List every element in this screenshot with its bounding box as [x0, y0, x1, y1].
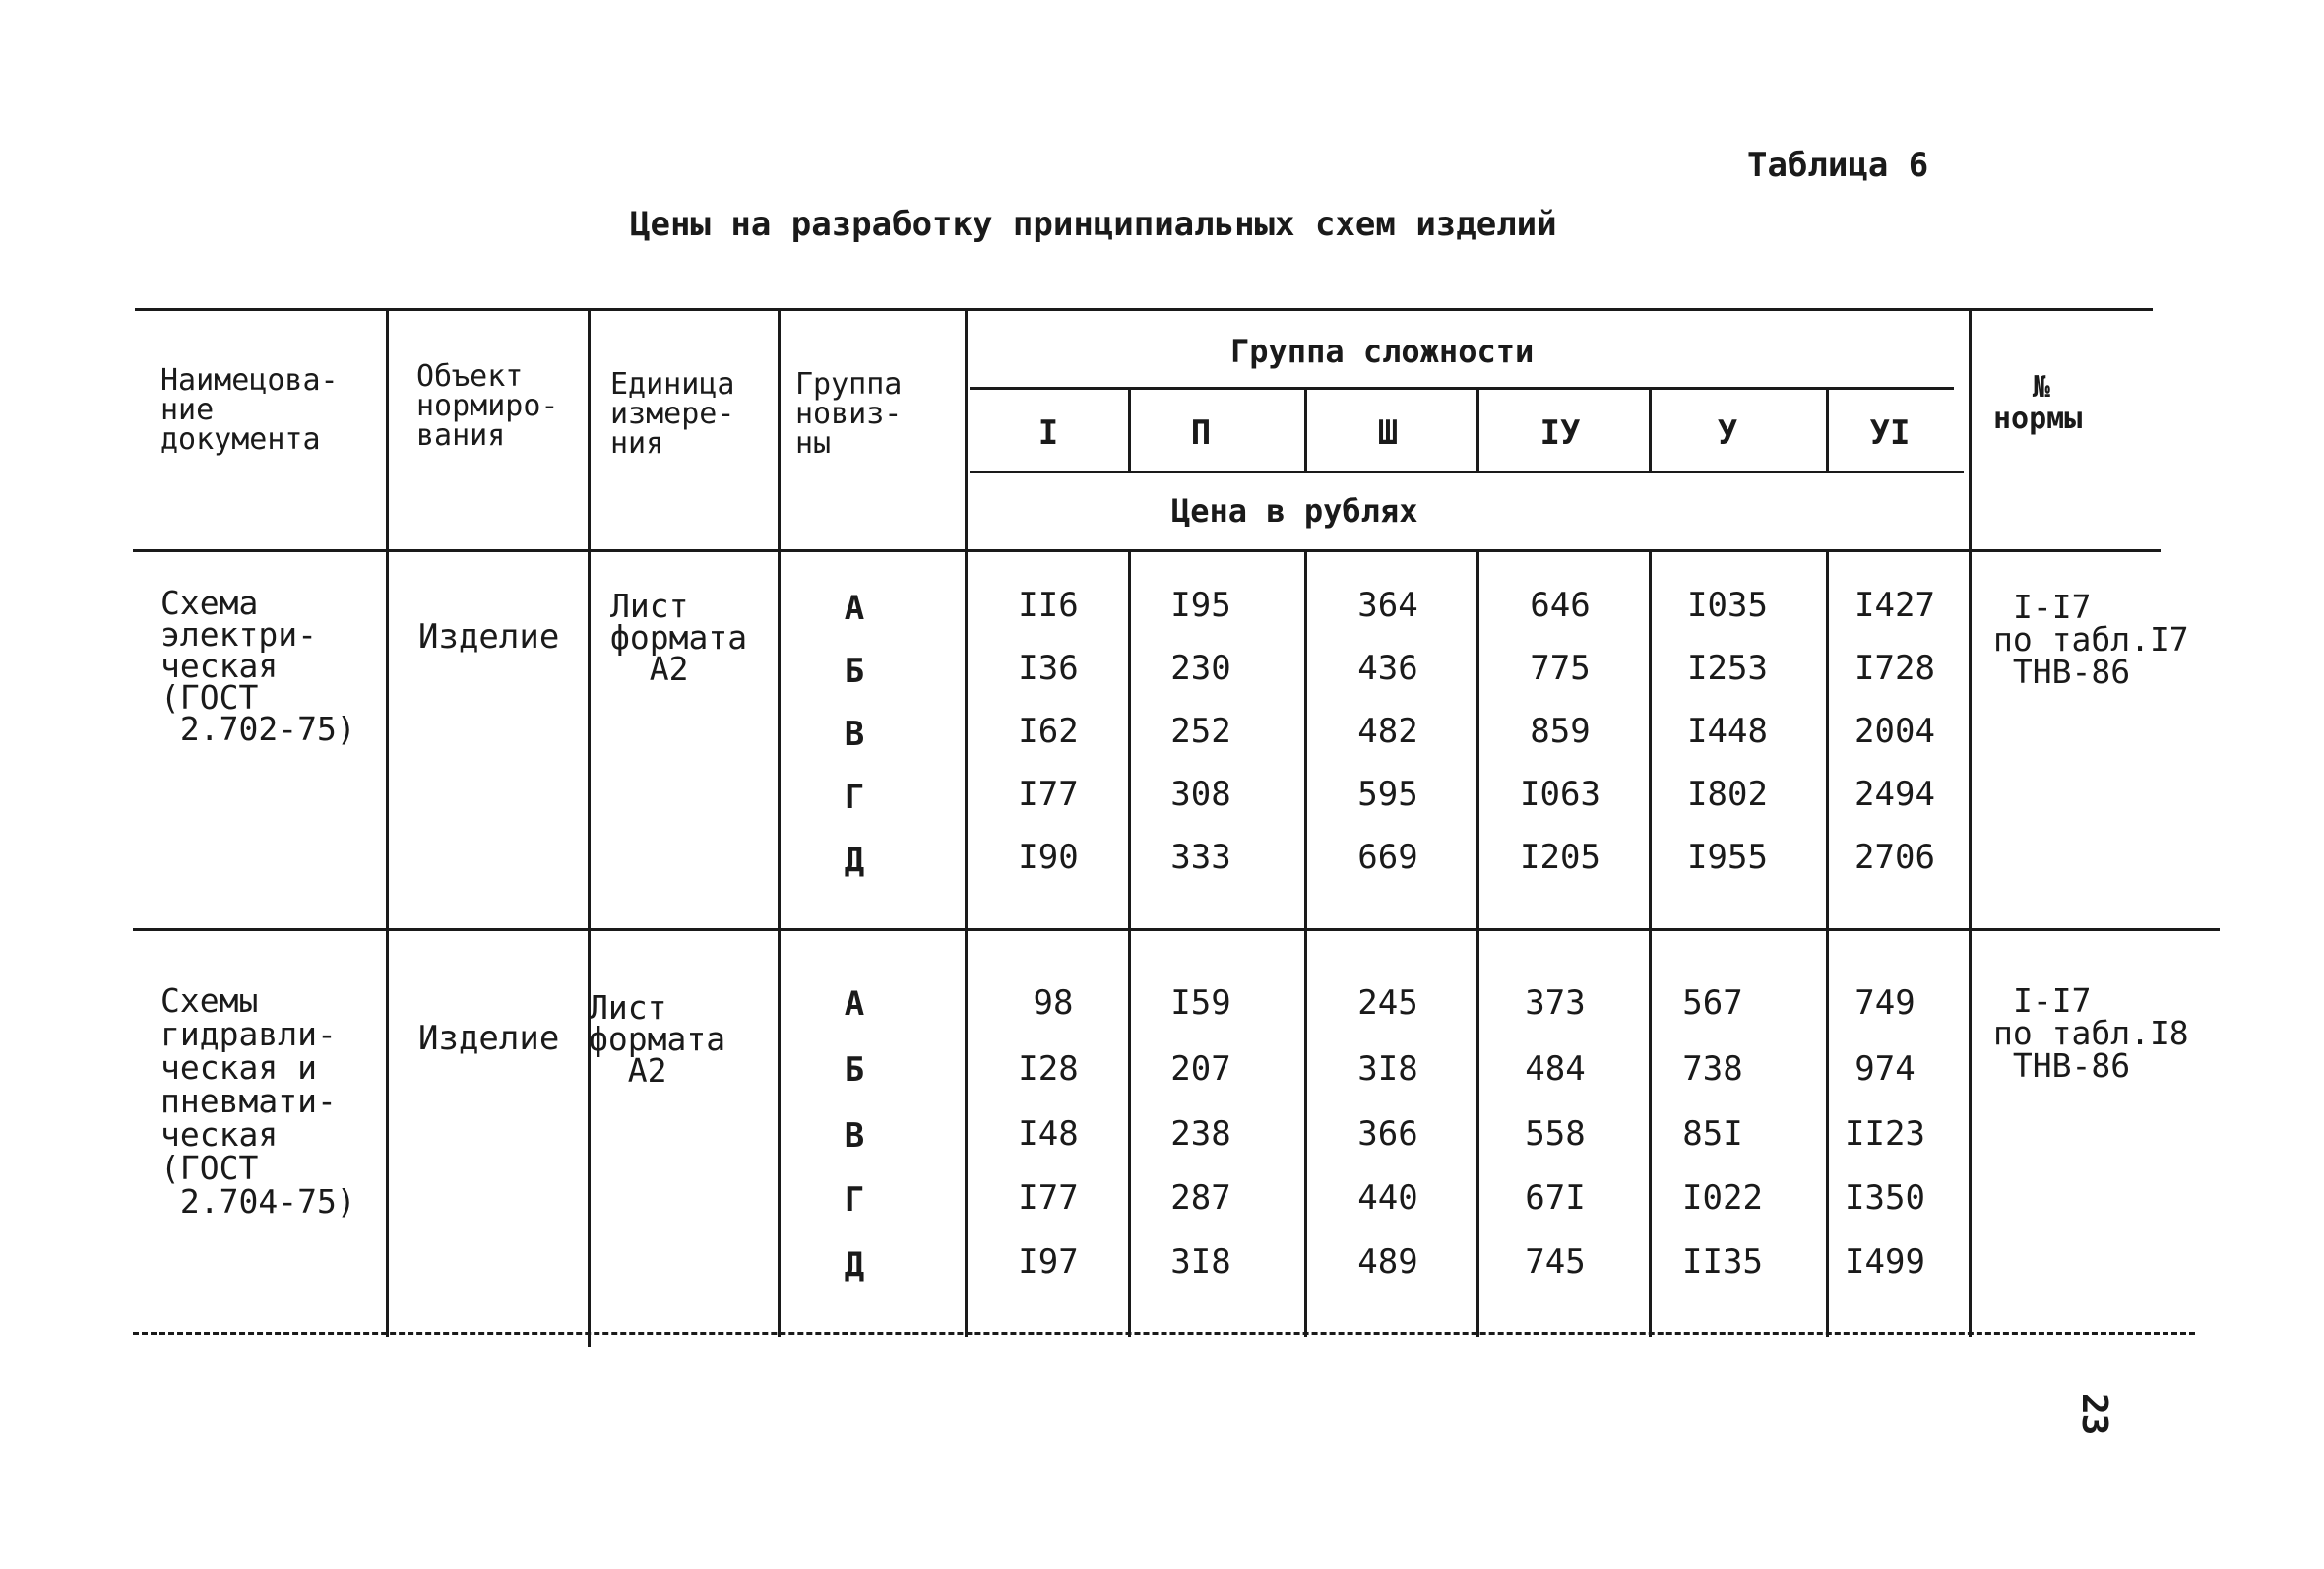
price-cell: I955 — [1687, 838, 1768, 877]
price-cell: I728 — [1854, 649, 1935, 688]
novelty-group: Б — [844, 1050, 865, 1090]
price-cell: I035 — [1687, 586, 1768, 625]
price-cell: I802 — [1687, 775, 1768, 814]
price-cell: 745 — [1525, 1242, 1586, 1282]
price-cell: 308 — [1170, 775, 1231, 814]
novelty-group: Д — [844, 841, 865, 880]
price-cell: 749 — [1854, 983, 1916, 1023]
price-cell: 859 — [1530, 712, 1591, 751]
price-cell: 669 — [1357, 838, 1418, 877]
novelty-group: В — [844, 1116, 865, 1156]
price-cell: 567 — [1682, 983, 1743, 1023]
price-cell: II23 — [1845, 1114, 1925, 1154]
level-label: IУ — [1539, 413, 1581, 453]
price-cell: 2494 — [1854, 775, 1935, 814]
price-cell: 364 — [1357, 586, 1418, 625]
price-cell: 489 — [1357, 1242, 1418, 1282]
price-cell: II6 — [1018, 586, 1079, 625]
header-novelty: Группа новиз- ны — [795, 367, 903, 461]
norm-reference: I-I7 по табл.I7 ТНВ-86 — [1993, 588, 2189, 691]
page-number: 23 — [2074, 1393, 2114, 1436]
header-norm: № нормы — [1993, 370, 2083, 436]
price-cell: 2706 — [1854, 838, 1935, 877]
price-cell: 3I8 — [1357, 1049, 1418, 1089]
novelty-group: А — [844, 984, 865, 1024]
price-cell: 373 — [1525, 983, 1586, 1023]
novelty-group: В — [844, 715, 865, 754]
price-cell: I90 — [1018, 838, 1079, 877]
header-name: Наимецова- ние документа — [160, 363, 339, 457]
price-cell: 366 — [1357, 1114, 1418, 1154]
price-cell: 974 — [1854, 1049, 1916, 1089]
norm-reference: I-I7 по табл.I8 ТНВ-86 — [1993, 981, 2189, 1085]
price-cell: I59 — [1170, 983, 1231, 1023]
level-label: УI — [1869, 413, 1911, 453]
novelty-group: А — [844, 589, 865, 628]
price-cell: 252 — [1170, 712, 1231, 751]
price-cell: 230 — [1170, 649, 1231, 688]
price-cell: 238 — [1170, 1114, 1231, 1154]
document-name: Схемы гидравли- ческая и пневмати- ческая (ГОСТ 2.704-75) — [160, 981, 356, 1221]
price-cell: 333 — [1170, 838, 1231, 877]
novelty-group: Д — [844, 1245, 865, 1285]
level-label: П — [1190, 413, 1212, 453]
price-cell: I499 — [1845, 1242, 1925, 1282]
price-cell: I62 — [1018, 712, 1079, 751]
price-cell: 2004 — [1854, 712, 1935, 751]
page-title: Цены на разработку принципиальных схем изделий — [630, 205, 1557, 244]
price-cell: 245 — [1357, 983, 1418, 1023]
level-label: У — [1717, 413, 1738, 453]
document-name: Схема электри- ческая (ГОСТ 2.702-75) — [160, 584, 356, 748]
price-cell: 484 — [1525, 1049, 1586, 1089]
price-cell: I97 — [1018, 1242, 1079, 1282]
price-cell: 98 — [1033, 983, 1074, 1023]
level-label: I — [1037, 413, 1059, 453]
price-cell: 67I — [1525, 1178, 1586, 1218]
price-cell: 595 — [1357, 775, 1418, 814]
norm-object: Изделие — [418, 617, 560, 657]
price-cell: 436 — [1357, 649, 1418, 688]
price-cell: 287 — [1170, 1178, 1231, 1218]
price-cell: 85I — [1682, 1114, 1743, 1154]
price-cell: 207 — [1170, 1049, 1231, 1089]
price-cell: I77 — [1018, 1178, 1079, 1218]
price-cell: I253 — [1687, 649, 1768, 688]
price-cell: 440 — [1357, 1178, 1418, 1218]
header-unit: Единица измере- ния — [610, 367, 735, 461]
novelty-group: Г — [844, 1180, 865, 1220]
price-cell: I36 — [1018, 649, 1079, 688]
header-price: Цена в рублях — [1171, 492, 1418, 530]
novelty-group: Б — [844, 652, 865, 691]
price-cell: 775 — [1530, 649, 1591, 688]
price-cell: I48 — [1018, 1114, 1079, 1154]
price-cell: I448 — [1687, 712, 1768, 751]
price-cell: I022 — [1682, 1178, 1763, 1218]
header-object: Объект нормиро- вания — [416, 359, 559, 453]
unit-of-measure: Лист формата А2 — [589, 988, 726, 1090]
price-cell: 482 — [1357, 712, 1418, 751]
price-cell: I350 — [1845, 1178, 1925, 1218]
price-cell: I77 — [1018, 775, 1079, 814]
price-cell: I205 — [1520, 838, 1601, 877]
norm-object: Изделие — [418, 1019, 560, 1058]
price-cell: I28 — [1018, 1049, 1079, 1089]
header-complexity: Группа сложности — [1230, 333, 1535, 370]
price-cell: I95 — [1170, 586, 1231, 625]
unit-of-measure: Лист формата А2 — [610, 587, 748, 688]
price-cell: I427 — [1854, 586, 1935, 625]
table-label: Таблица 6 — [1747, 146, 1929, 185]
price-cell: 646 — [1530, 586, 1591, 625]
price-cell: 3I8 — [1170, 1242, 1231, 1282]
price-cell: II35 — [1682, 1242, 1763, 1282]
price-cell: 738 — [1682, 1049, 1743, 1089]
level-label: Ш — [1377, 413, 1399, 453]
price-cell: 558 — [1525, 1114, 1586, 1154]
novelty-group: Г — [844, 778, 865, 817]
price-cell: I063 — [1520, 775, 1601, 814]
